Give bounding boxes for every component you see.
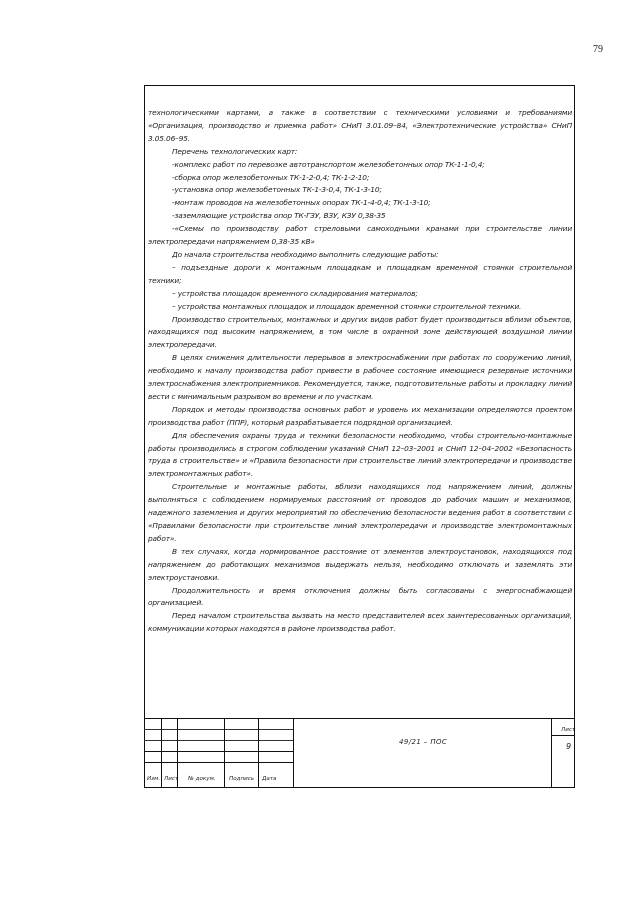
sheet-label: Лист xyxy=(561,727,576,733)
body-paragraph: В целях снижения длительности перерывов в электроснабжении при работах по сооружению линий, необходимо к началу производства работ привести в рабочее состояние имеющиеся резервные источники электроснабжения электроприемников. Рекомендуется, также, подготовительные работы и прокладку линий вести с минимальным разрывом во времени и по участкам. xyxy=(148,353,572,401)
document-code: 49/21 – ПОС xyxy=(399,738,448,746)
body-paragraph: -сборка опор железобетонных ТК-1-2-0,4; ТК-1-2-10; xyxy=(172,172,370,182)
body-paragraph: -монтаж проводов на железобетонных опорах ТК-1-4-0,4; ТК-1-3-10; xyxy=(172,198,431,208)
body-paragraph: -«Схемы по производству работ стреловыми самоходными кранами при строительстве линии электропередачи напряжением 0,38-35 кВ» xyxy=(148,224,572,247)
body-paragraph: -комплекс работ по перевозке автотранспортом железобетонных опор ТК-1-1-0,4; xyxy=(172,159,485,169)
body-paragraph: Производство строительных, монтажных и других видов работ будет производиться вблизи объектов, находящихся под высоким напряжением, в том числе в охранной зоне действующей воздушной линии электропередачи. xyxy=(148,314,572,350)
page-number: 79 xyxy=(593,44,603,55)
body-paragraph: В тех случаях, когда нормированное расстояние от элементов электроустановок, находящихся под напряжением до работающих механизмов выдержать нельзя, необходимо отключать и заземлять эти электроустановки. xyxy=(148,546,572,582)
body-paragraph: Для обеспечения охраны труда и техники безопасности необходимо, чтобы строительно-монтажные работы производились в строгом соблюдении указаний СНиП 12–03–2001 и СНиП 12–04–2002 «Безопасность труда в строительстве» и «Правила безопасности при строительстве линий электропередачи и производстве электромонтажных работ». xyxy=(148,430,572,479)
col-label-list: Лист xyxy=(164,776,179,782)
body-paragraph: Продолжительность и время отключения должны быть согласованы с энергоснабжающей организацией. xyxy=(148,585,572,608)
col-label-signature: Подпись xyxy=(229,776,255,782)
body-paragraph: Порядок и методы производства основных работ и уровень их механизации определяются проектом производства работ (ППР), который разрабатывается подрядной организацией. xyxy=(148,404,572,427)
body-paragraph: – устройства площадок временного складирования материалов; xyxy=(172,288,418,298)
body-paragraph: Перед началом строительства вызвать на место представителей всех заинтересованных организаций, коммуникации которых находятся в районе производства работ. xyxy=(148,611,572,634)
col-label-doc-number: № докум. xyxy=(188,776,216,782)
body-paragraph: технологическими картами, а также в соответствии с техническими условиями и требованиями «Организация, производство и приемка работ» СНиП 3.01.09–84, «Электротехнические устройства» СНиП 3.05.06–95. xyxy=(148,108,572,143)
col-label-date: Дата xyxy=(262,776,277,782)
body-paragraph: Перечень технологических карт: xyxy=(172,146,298,156)
body-paragraph: До начала строительства необходимо выполнить следующие работы: xyxy=(172,249,439,259)
col-label-izm: Изм. xyxy=(147,776,161,782)
body-paragraph: -установка опор железобетонных ТК-1-3-0,4, ТК-1-3-10; xyxy=(172,185,382,195)
document-body xyxy=(148,107,572,636)
title-block xyxy=(144,718,575,788)
body-paragraph: – устройства монтажных площадок и площадок временной стоянки строительной техники. xyxy=(172,301,522,311)
body-paragraph: Строительные и монтажные работы, вблизи находящихся под напряжением линий, должны выполняться с соблюдением нормируемых расстояний от проводов до рабочих машин и механизмов, надежного заземления и других мероприятий по обеспечению безопасности ведения работ в соответствии с «Правилами безопасности при строительстве линий электропередачи и производстве электромонтажных работ». xyxy=(148,482,572,543)
body-paragraph: -заземляющие устройства опор ТК-ГЗУ, ВЗУ, КЗУ 0,38-35 xyxy=(172,211,386,221)
body-paragraph: – подъездные дороги к монтажным площадкам и площадкам временной стоянки строительной техники; xyxy=(148,262,572,285)
sheet-number: 9 xyxy=(566,742,572,751)
